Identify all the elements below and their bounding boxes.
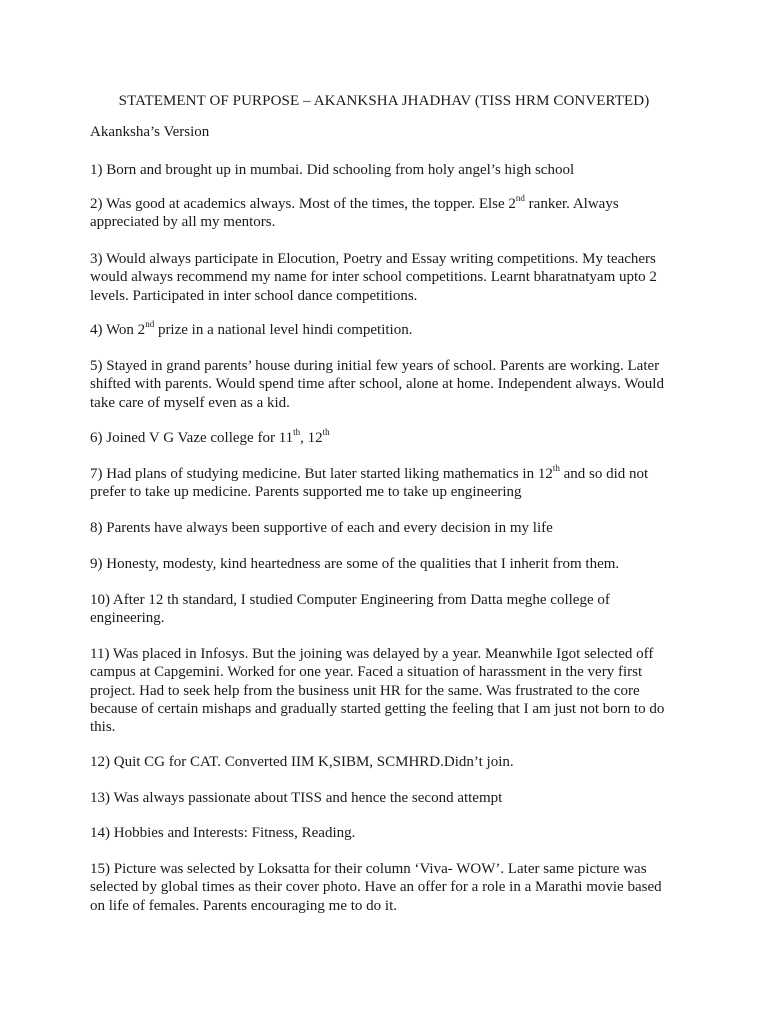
document-subtitle: Akanksha’s Version bbox=[90, 124, 210, 140]
paragraph-6-part-b: , 12 bbox=[300, 430, 323, 446]
paragraph-7-part-b: and so did not prefer to take up medicine. Parents supported me to take up engineering bbox=[90, 466, 649, 501]
paragraph-4-part-b: prize in a national level hindi competition. bbox=[154, 322, 413, 338]
document-title: STATEMENT OF PURPOSE – AKANKSHA JHADHAV (TISS HRM CONVERTED) bbox=[118, 93, 650, 109]
paragraph-4-part-a: 4) Won 2 bbox=[90, 322, 146, 338]
paragraph-2-part-b: ranker. Always appreciated by all my mentors. bbox=[90, 196, 619, 231]
paragraph-4 bbox=[90, 321, 680, 339]
paragraph-10: 10) After 12 th standard, I studied Computer Engineering from Datta meghe college of engineering. bbox=[90, 592, 610, 627]
paragraph-12: 12) Quit CG for CAT. Converted IIM K,SIBM, SCMHRD.Didn’t join. bbox=[90, 754, 514, 770]
paragraph-6 bbox=[90, 429, 680, 447]
paragraph-14: 14) Hobbies and Interests: Fitness, Reading. bbox=[90, 825, 356, 841]
paragraph-3: 3) Would always participate in Elocution, Poetry and Essay writing competitions. My teachers would always recommend my name for inter school competitions. Learnt bharatnatyam upto 2 levels. Participated in inter school dance competitions. bbox=[90, 251, 657, 304]
paragraph-2-sup: nd bbox=[515, 193, 525, 203]
paragraph-15: 15) Picture was selected by Loksatta for their column ‘Viva- WOW’. Later same picture was selected by global times as their cover photo. Have an offer for a role in a Marathi movie based on life of females. Parents encouraging me to do it. bbox=[90, 861, 662, 914]
paragraph-1: 1) Born and brought up in mumbai. Did schooling from holy angel’s high school bbox=[90, 162, 575, 178]
paragraph-5: 5) Stayed in grand parents’ house during initial few years of school. Parents are working. Later shifted with parents. Would spend time after school, alone at home. Independent always. Would take care of myself even as a kid. bbox=[90, 358, 664, 411]
paragraph-4-sup: nd bbox=[145, 319, 155, 329]
paragraph-8: 8) Parents have always been supportive of each and every decision in my life bbox=[90, 520, 553, 536]
paragraph-2 bbox=[90, 195, 680, 232]
paragraph-6-part-a: 6) Joined V G Vaze college for 11 bbox=[90, 430, 294, 446]
paragraph-11: 11) Was placed in Infosys. But the joining was delayed by a year. Meanwhile Igot selected off campus at Capgemini. Worked for one year. Faced a situation of harassment in the very first project. Had to seek help from the business unit HR for the same. Was frustrated to the core because of certain mishaps and gradually started getting the feeling that I am just not born to do this. bbox=[90, 646, 665, 736]
paragraph-7-sup: th bbox=[552, 463, 560, 473]
paragraph-13: 13) Was always passionate about TISS and hence the second attempt bbox=[90, 790, 503, 806]
paragraph-9: 9) Honesty, modesty, kind heartedness are some of the qualities that I inherit from them. bbox=[90, 556, 620, 572]
paragraph-2-part-a: 2) Was good at academics always. Most of the times, the topper. Else 2 bbox=[90, 196, 516, 212]
paragraph-6-sup-2: th bbox=[322, 427, 330, 437]
paragraph-6-sup-1: th bbox=[293, 427, 301, 437]
paragraph-7-part-a: 7) Had plans of studying medicine. But later started liking mathematics in 12 bbox=[90, 466, 553, 482]
paragraph-7 bbox=[90, 465, 680, 502]
